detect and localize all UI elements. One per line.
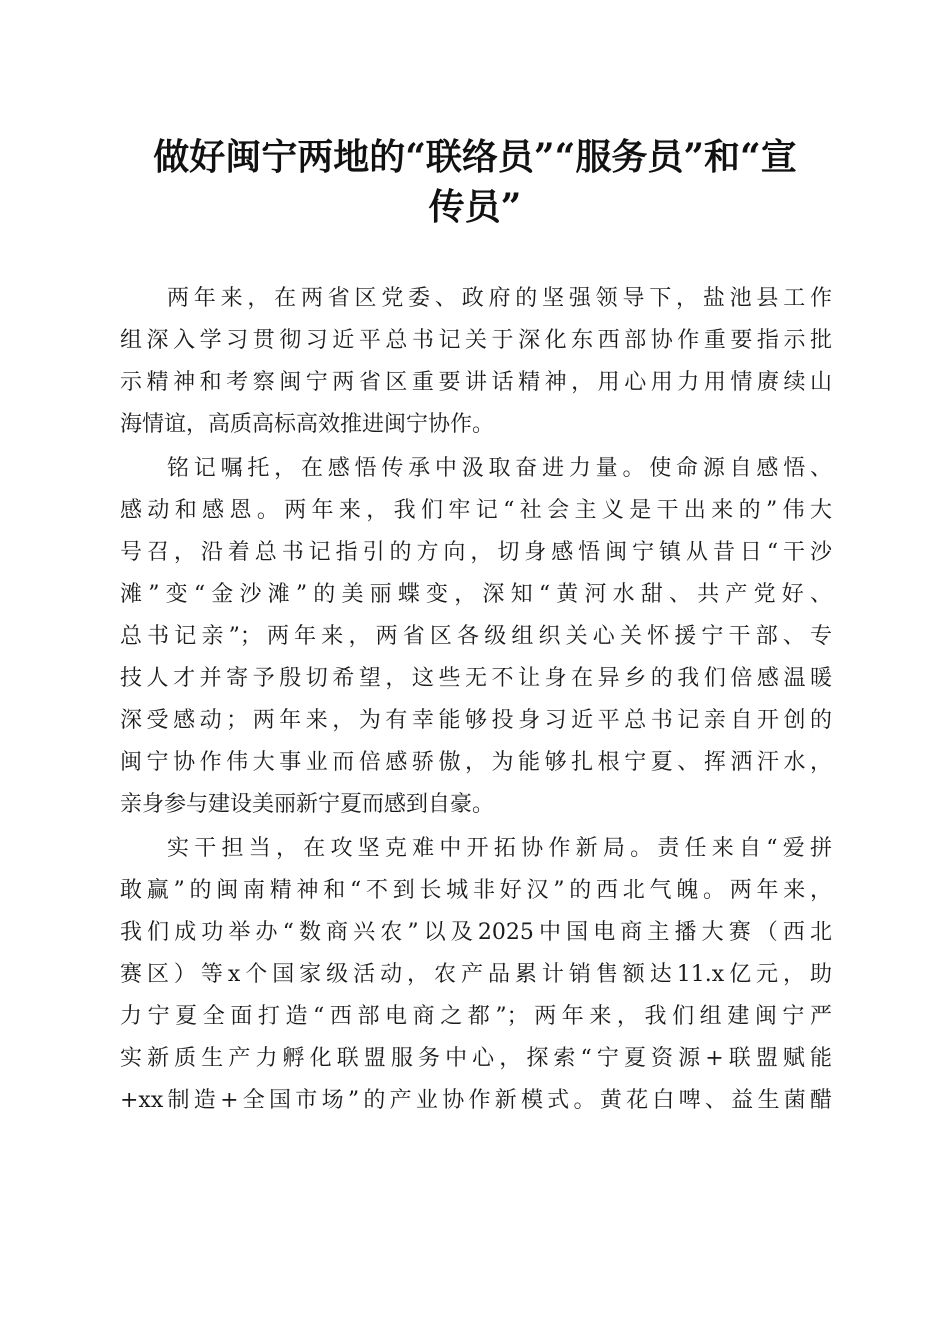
text-line: 深受感动；两年来，为有幸能够投身习近平总书记亲自开创的 (120, 708, 832, 733)
text-line: 总书记亲”；两年来，两省区各级组织关心关怀援宁干部、专 (120, 624, 832, 649)
paragraph-3 (120, 828, 832, 1122)
text-line: 力宁夏全面打造“西部电商之都”；两年来，我们组建闽宁严 (120, 1004, 832, 1029)
document-title (100, 132, 850, 232)
title-line-2: 传员” (428, 186, 522, 228)
text-line: 赛区）等x个国家级活动，农产品累计销售额达11.x亿元，助 (120, 962, 832, 987)
text-line: 滩”变“金沙滩”的美丽蝶变，深知“黄河水甜、共产党好、 (120, 582, 832, 607)
text-line: 两年来，在两省区党委、政府的坚强领导下，盐池县工作 (167, 286, 832, 311)
text-line: 号召，沿着总书记指引的方向，切身感悟闽宁镇从昔日“干沙 (120, 540, 832, 565)
text-line: 闽宁协作伟大事业而倍感骄傲，为能够扎根宁夏、挥洒汗水， (120, 750, 832, 775)
text-line: 示精神和考察闽宁两省区重要讲话精神，用心用力用情赓续山 (120, 370, 832, 395)
paragraph-2 (120, 448, 832, 826)
document-body (120, 278, 832, 1124)
text-line: 实干担当，在攻坚克难中开拓协作新局。责任来自“爱拼 (167, 836, 832, 861)
text-line: 海情谊，高质高标高效推进闽宁协作。 (120, 412, 495, 437)
text-line: 敢赢”的闽南精神和“不到长城非好汉”的西北气魄。两年来， (120, 878, 832, 903)
title-line-1: 做好闽宁两地的“联络员”“服务员”和“宣 (153, 136, 797, 178)
text-line: 铭记嘱托，在感悟传承中汲取奋进力量。使命源自感悟、 (167, 456, 832, 481)
text-line: 亲身参与建设美丽新宁夏而感到自豪。 (120, 792, 495, 817)
text-line: 组深入学习贯彻习近平总书记关于深化东西部协作重要指示批 (120, 328, 832, 353)
paragraph-1 (120, 278, 832, 446)
text-line: 感动和感恩。两年来，我们牢记“社会主义是干出来的”伟大 (120, 498, 832, 523)
text-line: 我们成功举办“数商兴农”以及2025中国电商主播大赛（西北 (120, 920, 832, 945)
text-line: +xx制造+全国市场”的产业协作新模式。黄花白啤、益生菌醋 (120, 1088, 832, 1113)
text-line: 技人才并寄予殷切希望，这些无不让身在异乡的我们倍感温暖 (120, 666, 832, 691)
text-line: 实新质生产力孵化联盟服务中心，探索“宁夏资源+联盟赋能 (120, 1046, 832, 1071)
